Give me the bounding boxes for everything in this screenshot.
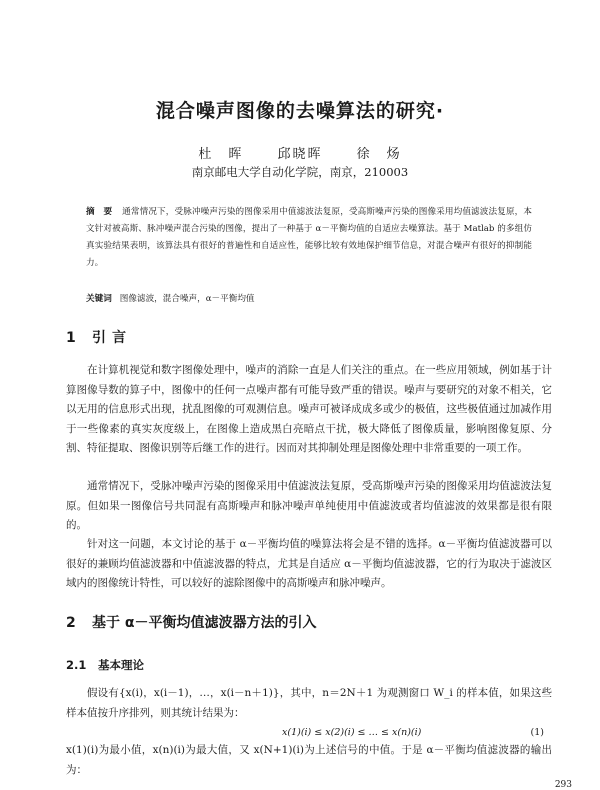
- author-list: [0, 143, 600, 162]
- keywords: [86, 292, 532, 304]
- subsection-heading: [66, 657, 144, 673]
- section-title: 基于 α－平衡均值滤波器方法的引入: [92, 615, 317, 631]
- subsection-number: 2.1: [66, 658, 87, 672]
- affiliation: 南京邮电大学自动化学院，南京，210003: [191, 165, 409, 179]
- paragraph: x(1)(i)为最小值，x(n)(i)为最大值，又 x(N+1)(i)为上述信号的中值。于是 α－平衡均值滤波器的输出为：: [66, 744, 552, 776]
- abstract: [86, 204, 532, 272]
- section-number: 2: [66, 615, 76, 631]
- section-number: 1: [66, 330, 76, 346]
- paragraph: 假设有{x(i)，x(i－1)，…，x(i－n＋1)}，其中，n＝2N＋1 为观测窗口 W_i 的样本值，如果这些样本值按升序排列，则其统计结果为：: [66, 687, 552, 719]
- author-name: 邱晓晖: [277, 147, 323, 162]
- author-name: 徐 炀: [356, 147, 402, 162]
- paragraph: 针对这一问题，本文讨论的基于 α－平衡均值的噪算法将会是不错的选择。α－平衡均值滤波器可以很好的兼顾均值滤波器和中值滤波器的特点，尤其是自适应 α－平衡均值滤波器，它的行为取决于滤波区域内的图像统计特性，可以较好的滤除图像中的高斯噪声和脉冲噪声。: [66, 538, 552, 589]
- paragraph: 在计算机视觉和数字图像处理中，噪声的消除一直是人们关注的重点。在一些应用领域，例如基于计算图像导数的算子中，图像中的任何一点噪声都有可能导致严重的错误。噪声与要研究的对象不相关，它以无用的信息形式出现，扰乱图像的可观测信息。噪声可被译成成多或少的极值，这些极值通过加减作用于一些像素的真实灰度级上，在图像上造成黑白亮暗点干扰，极大降低了图像质量，影响图像复原、分割、特征提取、图像识别等后继工作的进行。因而对其抑制处理是图像处理中非常重要的一项工作。: [66, 364, 552, 454]
- subsection-title: 基本理论: [98, 658, 144, 672]
- keywords-label: 关键词: [86, 294, 112, 304]
- section-title: 引言: [92, 330, 132, 346]
- keywords-text: 图像滤波，混合噪声，α－平衡均值: [119, 294, 255, 304]
- abstract-label: 摘 要: [86, 207, 113, 217]
- section-heading: [66, 612, 317, 632]
- equation-body: x(1)(i) ≤ x(2)(i) ≤ … ≤ x(n)(i): [282, 727, 422, 738]
- section-heading: [66, 327, 132, 347]
- page-number: 293: [554, 780, 572, 790]
- abstract-text: 通常情况下，受脉冲噪声污染的图像采用中值滤波法复原，受高斯噪声污染的图像采用均值滤波法复原，本文针对被高斯、脉冲噪声混合污染的图像，提出了一种基于 α－平衡均值的自适应去噪算法。基于 Matlab 的多组仿真实验结果表明，该算法具有很好的普遍性和自适应性，能够比较有效地保护细节信息，对混合噪声有很好的抑制能力。: [86, 207, 533, 268]
- paragraph: 通常情况下，受脉冲噪声污染的图像采用中值滤波法复原，受高斯噪声污染的图像采用均值滤波法复原。但如果一图像信号共同混有高斯噪声和脉冲噪声单纯使用中值滤波或者均值滤波的效果都是很有限的。: [66, 480, 552, 531]
- author-name: 杜 晖: [198, 147, 244, 162]
- equation-number: (1): [530, 727, 544, 738]
- paper-title: 混合噪声图像的去噪算法的研究·: [155, 100, 445, 122]
